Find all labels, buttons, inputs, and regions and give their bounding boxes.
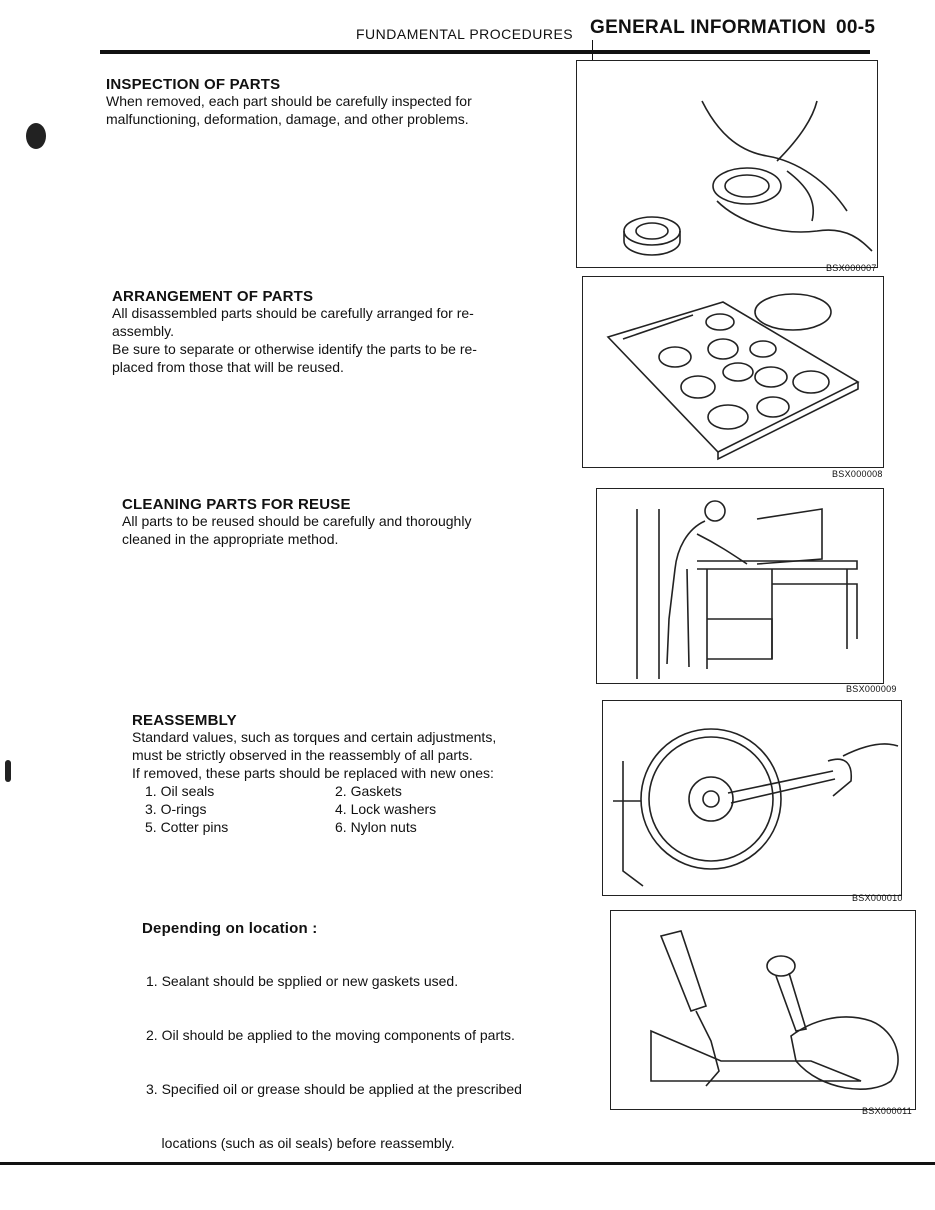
section-title: REASSEMBLY [132,712,237,729]
section-title: Depending on location : [142,920,318,937]
header-rule [100,50,870,54]
figure-code: BSX000007 [826,263,877,273]
body-line: If removed, these parts should be replaced with new ones: [132,765,494,781]
body-line: 2. Oil should be applied to the moving components of parts. [146,1027,515,1043]
figure-cleaning-drawing [597,489,883,683]
body-line: assembly. [112,323,174,339]
binder-mark [5,760,11,782]
section-title: ARRANGEMENT OF PARTS [112,288,314,305]
section-body [146,936,606,1170]
body-line: placed from those that will be reused. [112,359,344,375]
section-body [122,512,582,548]
figure-inspection-drawing [577,61,877,267]
figure-reassembly [602,700,902,896]
header-section: FUNDAMENTAL PROCEDURES [356,26,574,42]
figure-lubrication [610,910,916,1110]
figure-code: BSX000011 [862,1106,913,1116]
figure-inspection [576,60,878,268]
body-line: All parts to be reused should be carefully and thoroughly [122,513,472,529]
list-item: 5. Cotter pins [145,819,229,835]
section-title: CLEANING PARTS FOR REUSE [122,496,351,513]
body-line: must be strictly observed in the reassembly of all parts. [132,747,473,763]
figure-cleaning [596,488,884,684]
figure-code: BSX000008 [832,469,883,479]
body-line: Be sure to separate or otherwise identify the parts to be re- [112,341,477,357]
figure-lubrication-drawing [611,911,915,1109]
list-item: 6. Nylon nuts [335,819,417,835]
header-chapter: GENERAL INFORMATION [590,17,827,38]
header-page-number: 00-5 [836,17,876,38]
body-line: malfunctioning, deformation, damage, and other problems. [106,111,469,127]
section-body [106,92,566,128]
figure-reassembly-drawing [603,701,901,895]
binder-hole [26,123,46,149]
body-line: locations (such as oil seals) before reassembly. [146,1135,455,1151]
body-line: When removed, each part should be carefully inspected for [106,93,472,109]
parts-list [145,782,535,836]
body-line: 3. Specified oil or grease should be applied at the prescribed [146,1081,522,1097]
body-line: Standard values, such as torques and certain adjustments, [132,729,497,745]
section-title: INSPECTION OF PARTS [106,76,281,93]
list-item: 2. Gaskets [335,783,402,799]
figure-code: BSX000009 [846,684,897,694]
body-line: All disassembled parts should be carefully arranged for re- [112,305,474,321]
list-item: 4. Lock washers [335,801,437,817]
body-line: 1. Sealant should be spplied or new gaskets used. [146,973,459,989]
figure-code: BSX000010 [852,893,903,903]
section-body [112,304,572,376]
section-body [132,728,592,782]
body-line: cleaned in the appropriate method. [122,531,339,547]
list-item: 3. O-rings [145,801,207,817]
figure-arrangement-drawing [583,277,883,467]
figure-arrangement [582,276,884,468]
list-item: 1. Oil seals [145,783,215,799]
